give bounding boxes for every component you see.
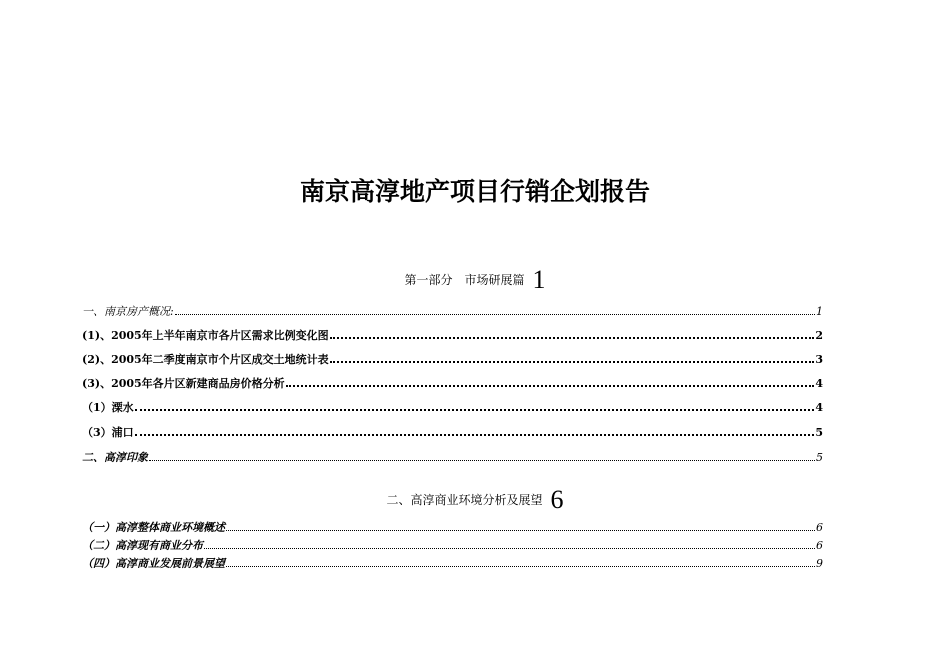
toc-entry-label: (2)、2005年二季度南京市个片区成交土地统计表 bbox=[82, 353, 329, 366]
toc-entry-5[interactable] bbox=[82, 401, 823, 414]
toc-entry-label: （1）溧水 bbox=[82, 401, 134, 414]
toc-entry-label: （二）高淳现有商业分布 bbox=[82, 539, 203, 552]
dot-leader bbox=[149, 460, 815, 461]
toc-entry-label: (3)、2005年各片区新建商品房价格分析 bbox=[82, 377, 285, 390]
toc-entry-label: (1)、2005年上半年南京市各片区需求比例变化图 bbox=[82, 329, 329, 342]
toc-entry-3[interactable] bbox=[82, 353, 823, 366]
dot-leader bbox=[330, 361, 815, 363]
toc-entry-8[interactable] bbox=[82, 521, 823, 534]
dot-leader bbox=[135, 434, 815, 436]
toc-entry-page: 2 bbox=[815, 329, 823, 342]
part1-page-number: 1 bbox=[532, 265, 546, 294]
toc-entry-4[interactable] bbox=[82, 377, 823, 390]
toc-entry-label: 二、高淳印象 bbox=[82, 451, 148, 464]
toc-entry-page: 6 bbox=[816, 521, 823, 534]
dot-leader bbox=[135, 409, 815, 411]
toc-entry-6[interactable] bbox=[82, 426, 823, 439]
toc-entry-label: （一）高淳整体商业环境概述 bbox=[82, 521, 225, 534]
toc-entry-label: （四）高淳商业发展前景展望 bbox=[82, 557, 225, 570]
document-title: 南京高淳地产项目行销企划报告 bbox=[299, 177, 650, 206]
part2-heading bbox=[0, 487, 950, 513]
toc-entry-page: 1 bbox=[816, 305, 823, 318]
toc-entry-1[interactable] bbox=[82, 305, 823, 318]
toc-entry-9[interactable] bbox=[82, 539, 823, 552]
dot-leader bbox=[175, 314, 815, 315]
toc-entry-page: 6 bbox=[816, 539, 823, 552]
toc-entry-page: 4 bbox=[815, 377, 823, 390]
dot-leader bbox=[286, 385, 815, 387]
toc-entry-page: 3 bbox=[815, 353, 823, 366]
part1-heading bbox=[0, 267, 950, 293]
toc-entry-page: 4 bbox=[815, 401, 823, 414]
part1-heading-text: 第一部分 市场研展篇 bbox=[404, 273, 525, 287]
dot-leader bbox=[330, 337, 815, 339]
toc-entry-page: 5 bbox=[815, 426, 823, 439]
dot-leader bbox=[226, 566, 815, 567]
toc-entry-10[interactable] bbox=[82, 557, 823, 570]
toc-entry-label: （3）浦口 bbox=[82, 426, 134, 439]
toc-entry-page: 5 bbox=[816, 451, 823, 464]
toc-entry-page: 9 bbox=[816, 557, 823, 570]
toc-entry-label: 一、南京房产概况: bbox=[82, 305, 174, 318]
dot-leader bbox=[204, 548, 815, 549]
toc-entry-7[interactable] bbox=[82, 451, 823, 464]
toc-entry-2[interactable] bbox=[82, 329, 823, 342]
part2-heading-text: 二、高淳商业环境分析及展望 bbox=[386, 493, 543, 507]
dot-leader bbox=[226, 530, 815, 531]
part2-page-number: 6 bbox=[550, 485, 564, 514]
